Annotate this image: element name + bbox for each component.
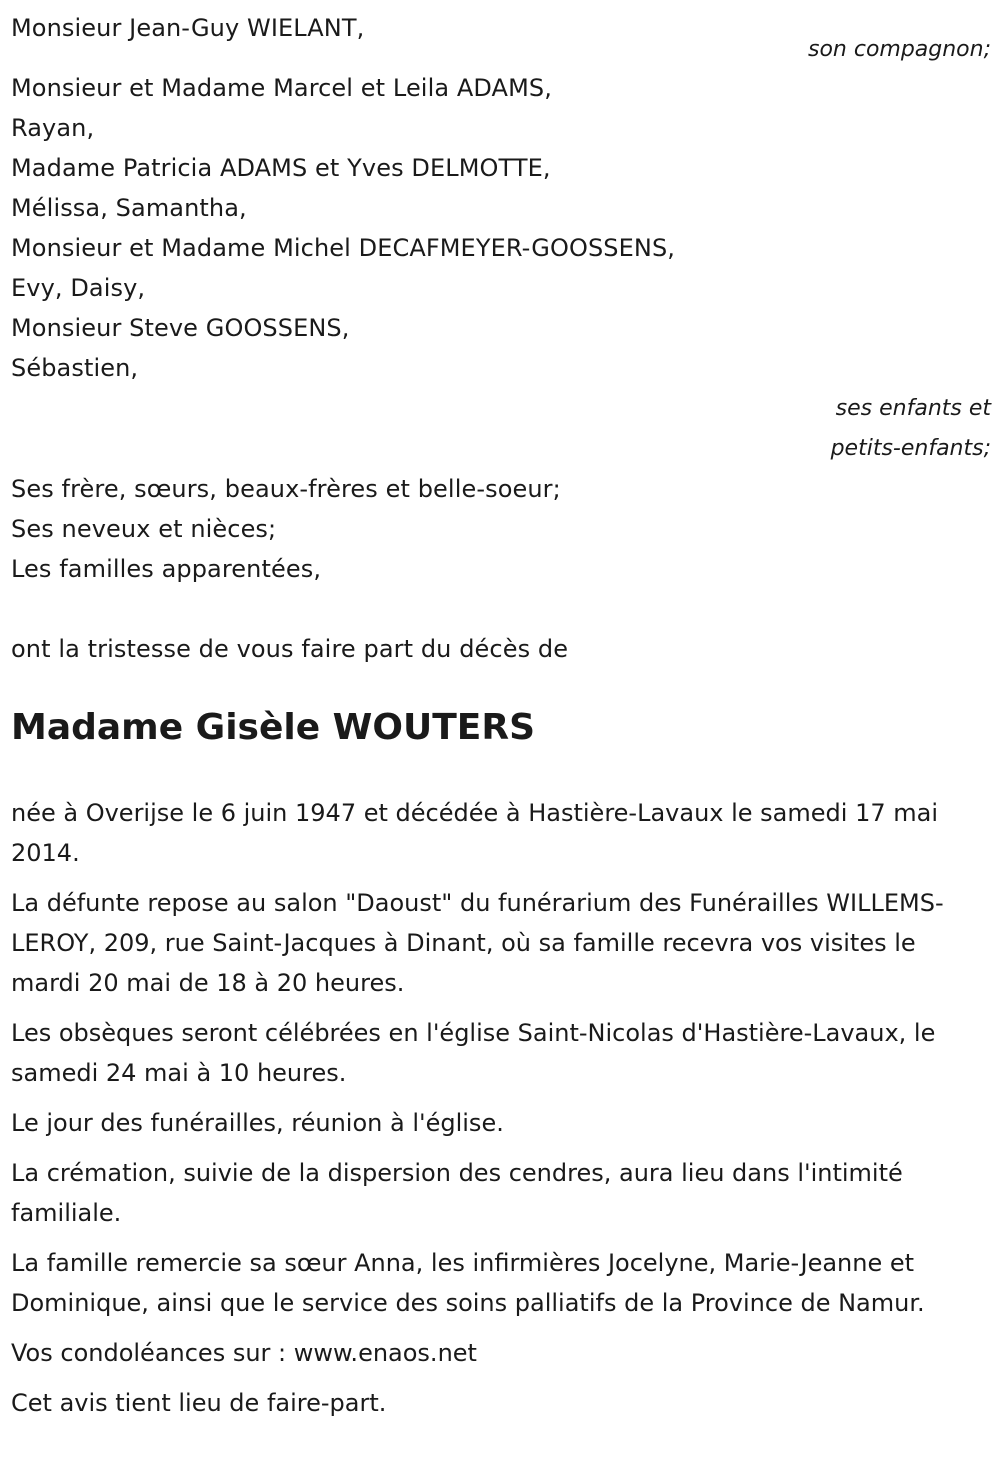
children-role-line1: ses enfants et <box>835 396 991 421</box>
relatives-families: Les familles apparentées, <box>11 555 322 583</box>
relatives-siblings: Ses frère, sœurs, beaux-frères et belle-soeur; <box>11 475 561 503</box>
relatives-nephews: Ses neveux et nièces; <box>11 515 277 543</box>
meeting-paragraph: Le jour des funérailles, réunion à l'église. <box>11 1109 504 1137</box>
companion-role: son compagnon; <box>807 37 991 62</box>
grandchild-name: Evy, Daisy, <box>11 274 146 302</box>
grandchild-name: Sébastien, <box>11 354 139 382</box>
funerarium-paragraph: La défunte repose au salon "Daoust" du funérarium des Funérailles WILLEMS-LEROY, 209, rue Saint-Jacques à Dinant, où sa famille recevra vos visites le mardi 20 mai de 18 à 20 heures. <box>11 889 944 997</box>
birth-death-paragraph: née à Overijse le 6 juin 1947 et décédée à Hastière-Lavaux le samedi 17 mai 2014. <box>11 799 938 867</box>
child-name: Monsieur et Madame Michel DECAFMEYER-GOOSSENS, <box>11 234 676 262</box>
children-role-line2: petits-enfants; <box>830 436 991 461</box>
funeral-paragraph: Les obsèques seront célébrées en l'église Saint-Nicolas d'Hastière-Lavaux, le samedi 24 mai à 10 heures. <box>11 1019 936 1087</box>
thanks-paragraph: La famille remercie sa sœur Anna, les infirmières Jocelyne, Marie-Jeanne et Dominique, ainsi que le service des soins palliatifs de la Province de Namur. <box>11 1249 925 1317</box>
cremation-paragraph: La crémation, suivie de la dispersion des cendres, aura lieu dans l'intimité familiale. <box>11 1159 903 1227</box>
child-name: Monsieur et Madame Marcel et Leila ADAMS, <box>11 74 552 102</box>
grandchild-name: Mélissa, Samantha, <box>11 194 247 222</box>
grandchild-name: Rayan, <box>11 114 95 142</box>
deceased-name: Madame Gisèle WOUTERS <box>11 707 536 748</box>
notice-paragraph: Cet avis tient lieu de faire-part. <box>11 1389 387 1417</box>
child-name: Madame Patricia ADAMS et Yves DELMOTTE, <box>11 154 551 182</box>
companion-name: Monsieur Jean-Guy WIELANT, <box>11 14 365 42</box>
child-name: Monsieur Steve GOOSSENS, <box>11 314 350 342</box>
condolences-paragraph: Vos condoléances sur : www.enaos.net <box>11 1339 477 1367</box>
death-notice <box>11 8 991 1433</box>
intro-sentence: ont la tristesse de vous faire part du décès de <box>11 635 569 663</box>
